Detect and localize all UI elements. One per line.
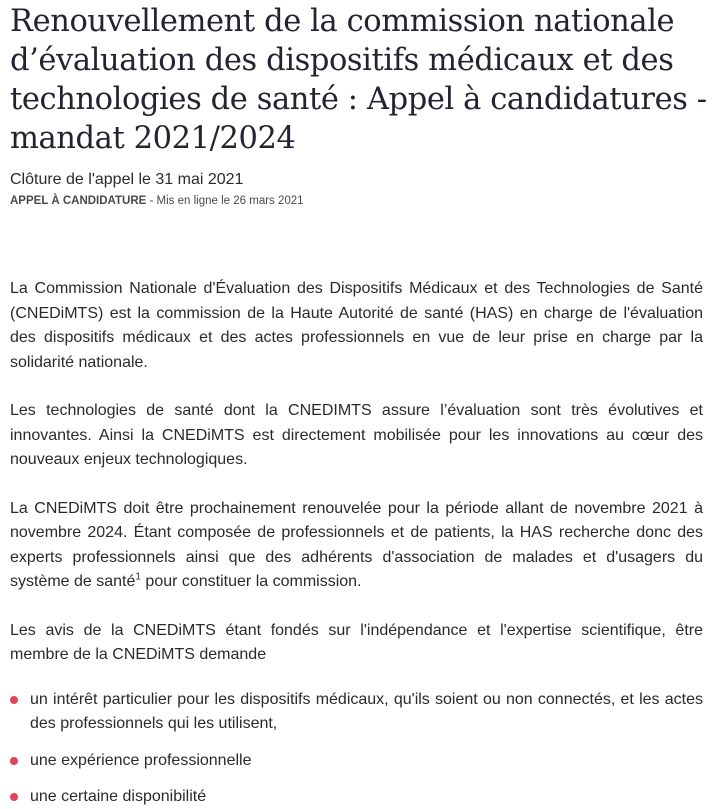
publication-date: Mis en ligne le 26 mars 2021	[156, 195, 304, 207]
article-meta	[10, 193, 304, 209]
footnote-reference[interactable]: 1	[135, 571, 141, 583]
paragraph-renewal-text: La CNEDiMTS doit être prochainement renouvelée pour la période allant de novembre 2021 à novembre 2024. Étant composée de professionnels et de patients, la HAS recherche donc des experts professionnels ainsi que des adhérents d'association de malades et d'usagers du système de santé	[10, 499, 703, 590]
list-item	[10, 749, 703, 774]
closing-date: Clôture de l'appel le 31 mai 2021	[10, 171, 244, 188]
list-item-text: un intérêt particulier pour les dispositifs médicaux, qu'ils soient ou non connectés, et les actes des professionnels qui les utilisent,	[30, 690, 703, 732]
paragraph-renewal-tail: pour constituer la commission.	[140, 573, 362, 590]
paragraph-renewal	[10, 497, 703, 595]
paragraph-requirements: Les avis de la CNEDiMTS étant fondés sur l'indépendance et l'expertise scientifique, être membre de la CNEDiMTS demande	[10, 621, 703, 663]
page-title: Renouvellement de la commission nationale d’évaluation des dispositifs médicaux et des technologies de santé : Appel à candidatures - mandat 2021/2024	[10, 4, 707, 156]
list-item	[10, 688, 703, 737]
bullet-dot	[10, 793, 18, 801]
bullet-dot	[10, 757, 18, 765]
meta-separator: -	[146, 195, 157, 207]
list-item-text: une certaine disponibilité	[30, 788, 207, 805]
category-label: APPEL À CANDIDATURE	[10, 195, 147, 207]
bullet-dot	[10, 696, 18, 704]
list-item	[10, 785, 703, 809]
list-item-text: une expérience professionnelle	[30, 751, 252, 769]
requirements-list	[10, 688, 703, 809]
paragraph-technologies: Les technologies de santé dont la CNEDIMTS assure l’évaluation sont très évolutives et innovantes. Ainsi la CNEDiMTS est directement mobilisée pour les innovations au cœur des nouveaux enjeux technologiques.	[10, 402, 703, 468]
article-body	[10, 277, 703, 809]
paragraph-intro: La Commission Nationale d'Évaluation des Dispositifs Médicaux et des Technologies de Santé (CNEDiMTS) est la commission de la Haute Autorité de santé (HAS) en charge de l'évaluation des dispositifs médicaux et des actes professionnels en vue de leur prise en charge par la solidarité nationale.	[10, 280, 703, 371]
